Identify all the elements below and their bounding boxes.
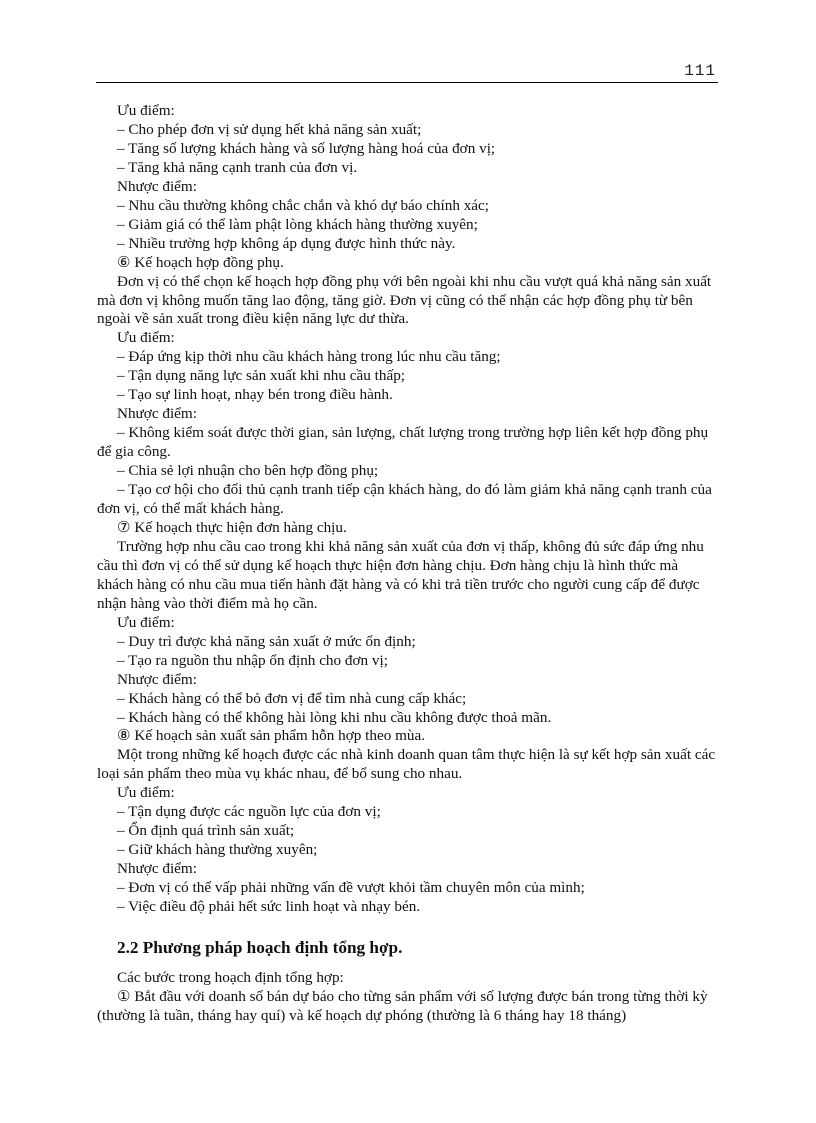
list-item: – Chia sẻ lợi nhuận cho bên hợp đồng phụ; xyxy=(117,462,379,480)
header-rule xyxy=(96,82,718,83)
list-item: – Tạo cơ hội cho đối thủ cạnh tranh tiếp cận khách hàng, do đó làm giảm khả năng cạnh tranh của đơn vị, có thể mất khách hàng. xyxy=(97,481,712,518)
list-item: – Tạo ra nguồn thu nhập ổn định cho đơn vị; xyxy=(117,651,388,669)
list-item: – Tăng số lượng khách hàng và số lượng hàng hoá của đơn vị; xyxy=(117,139,496,157)
subheading-plan-6: ⑥ Kế hoạch hợp đồng phụ. xyxy=(117,253,284,271)
advantages-label: Ưu điểm: xyxy=(117,102,175,119)
list-item: – Tận dụng năng lực sản xuất khi nhu cầu thấp; xyxy=(117,367,406,385)
advantages-label: Ưu điểm: xyxy=(117,784,175,802)
disadvantages-label: Nhược điểm: xyxy=(117,860,197,878)
disadvantages-label: Nhược điểm: xyxy=(117,405,197,423)
list-item: – Nhiều trường hợp không áp dụng được hình thức này. xyxy=(117,234,456,252)
subheading-plan-8: ⑧ Kế hoạch sản xuất sản phẩm hỗn hợp theo mùa. xyxy=(117,727,426,745)
advantages-label: Ưu điểm: xyxy=(117,613,175,631)
list-item: – Khách hàng có thể không hài lòng khi nhu cầu không được thoả mãn. xyxy=(117,708,552,726)
list-item: – Tăng khả năng cạnh tranh của đơn vị. xyxy=(117,158,358,176)
list-item: – Đơn vị có thể vấp phải những vấn đề vượt khỏi tầm chuyên môn của mình; xyxy=(117,879,585,897)
paragraph: Trường hợp nhu cầu cao trong khi khả năng sản xuất của đơn vị thấp, không đủ sức đáp ứng nhu cầu thì đơn vị có thể sử dụng kế hoạch thực hiện đơn hàng chịu. Đơn hàng chịu là hình thức mà khách hàng có nhu cầu mua tiến hành đặt hàng và có khi trả tiền trước cho người cung cấp để được nhận hàng vào thời điểm mà họ cần. xyxy=(97,537,704,612)
list-item: – Nhu cầu thường không chắc chắn và khó dự báo chính xác; xyxy=(117,196,490,214)
list-item: – Giảm giá có thể làm phật lòng khách hàng thường xuyên; xyxy=(117,215,478,233)
list-item: – Ổn định quá trình sản xuất; xyxy=(117,822,295,840)
list-item: – Tận dụng được các nguồn lực của đơn vị; xyxy=(117,803,381,821)
disadvantages-label: Nhược điểm: xyxy=(117,177,197,195)
paragraph: Một trong những kế hoạch được các nhà kinh doanh quan tâm thực hiện là sự kết hợp sản xuất các loại sản phẩm theo mùa vụ khác nhau, để bổ sung cho nhau. xyxy=(97,746,716,783)
document-body xyxy=(97,102,717,1026)
list-item: – Đáp ứng kịp thời nhu cầu khách hàng trong lúc nhu cầu tăng; xyxy=(117,348,501,366)
list-item: – Giữ khách hàng thường xuyên; xyxy=(117,841,318,859)
page-number: 111 xyxy=(684,62,716,80)
section-intro: Các bước trong hoạch định tổng hợp: xyxy=(117,968,344,986)
list-item: – Không kiểm soát được thời gian, sản lượng, chất lượng trong trường hợp liên kết hợp đồng phụ để gia công. xyxy=(97,424,709,461)
list-item: – Việc điều độ phải hết sức linh hoạt và nhạy bén. xyxy=(117,898,421,916)
list-item: – Khách hàng có thể bỏ đơn vị để tìm nhà cung cấp khác; xyxy=(117,689,467,707)
advantages-label: Ưu điểm: xyxy=(117,329,175,347)
step-1-paragraph: ① Bắt đầu với doanh số bán dự báo cho từng sản phẩm với số lượng được bán trong từng thời kỳ (thường là tuần, tháng hay quí) và kế hoạch dự phóng (thường là 6 tháng hay 18 tháng) xyxy=(97,987,708,1024)
list-item: – Duy trì được khả năng sản xuất ở mức ổn định; xyxy=(117,632,416,650)
paragraph: Đơn vị có thể chọn kế hoạch hợp đồng phụ với bên ngoài khi nhu cầu vượt quá khả năng sản xuất mà đơn vị không muốn tăng lao động, tăng giờ. Đơn vị cũng có thể nhận các hợp đồng phụ từ bên ngoài về sản xuất trong điều kiện năng lực dư thừa. xyxy=(97,272,712,328)
list-item: – Tạo sự linh hoạt, nhạy bén trong điều hành. xyxy=(117,386,393,404)
subheading-plan-7: ⑦ Kế hoạch thực hiện đơn hàng chịu. xyxy=(117,518,347,536)
section-heading: 2.2 Phương pháp hoạch định tổng hợp. xyxy=(117,937,403,957)
disadvantages-label: Nhược điểm: xyxy=(117,670,197,688)
list-item: – Cho phép đơn vị sử dụng hết khả năng sản xuất; xyxy=(117,120,422,138)
